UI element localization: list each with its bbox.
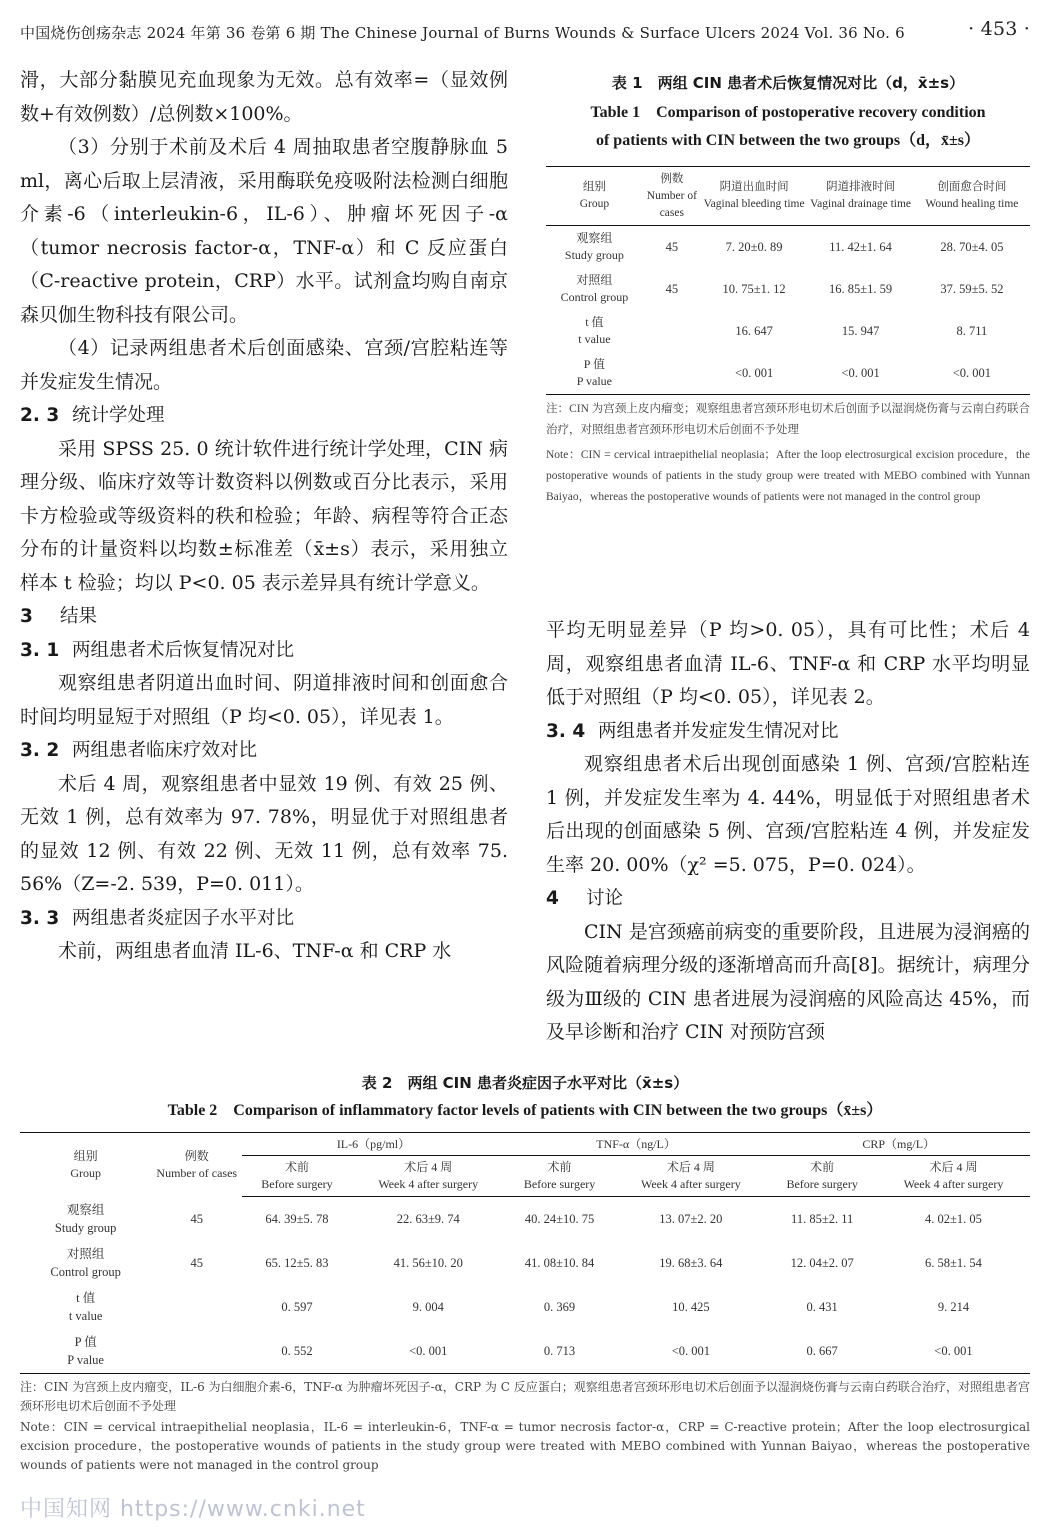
table-subheader: 术后 4 周 Week 4 after surgery xyxy=(352,1156,505,1197)
table-row: 观察组 Study group 45 7. 20±0. 89 11. 42±1. 64 28. 70±4. 05 xyxy=(564,231,1004,262)
table-1-grid xyxy=(546,166,1030,395)
paragraph: 滑，大部分黏膜见充血现象为无效。总有效率=（显效例数+有效例数）/总例数×100%。 xyxy=(20,69,508,125)
table-1-note-cn: 注：CIN 为宫颈上皮内瘤变；观察组患者宫颈环形电切术后创面予以湿润烧伤膏与云南白药联合治疗，对照组患者宫颈环形电切术后创面不予处理 xyxy=(546,403,1030,436)
left-column xyxy=(20,64,508,969)
table-row: t 值 t value 0. 597 9. 004 0. 369 10. 425 0. 431 9. 214 xyxy=(68,1291,970,1323)
table-subheader: 术前 Before surgery xyxy=(505,1156,615,1197)
table-subheader: 术前 Before surgery xyxy=(242,1156,352,1197)
table-2-caption-en: Table 2 Comparison of inflammatory factor levels of patients with CIN between the two groups（x̄±s） xyxy=(167,1102,883,1119)
table-row: 观察组 Study group 45 64. 39±5. 78 22. 63±9. 74 40. 24±10. 75 13. 07±2. 20 11. 85±2. 11 4. 02±1. 05 xyxy=(54,1202,982,1235)
paragraph: 观察组患者术后出现创面感染 1 例、宫颈/宫腔粘连 1 例，并发症发生率为 4. 44%，明显低于对照组患者术后出现的创面感染 5 例、宫颈/宫腔粘连 4 例，并发症发生率 20. 00%（χ² =5. 075，P=0. 024）。 xyxy=(546,753,1030,876)
table-1-caption-cn: 表 1 两组 CIN 患者术后恢复情况对比（d，x̄±s） xyxy=(611,74,965,92)
table-header: 创面愈合时间 Wound healing time xyxy=(914,167,1030,226)
table-subheader: 术前 Before surgery xyxy=(767,1156,877,1197)
table-header: 例数 Number of cases xyxy=(643,167,701,226)
table-row: P 值 P value <0. 001 <0. 001 <0. 001 xyxy=(576,357,992,388)
section-heading: 3 结果 xyxy=(20,606,98,627)
section-heading: 3. 2 两组患者临床疗效对比 xyxy=(20,740,258,761)
table-1-caption-en: Table 1 Comparison of postoperative recovery condition xyxy=(590,104,986,121)
table-header: 组别 Group xyxy=(70,1148,101,1180)
table-row: t 值 t value 16. 647 15. 947 8. 711 xyxy=(578,315,988,346)
table-header: IL-6（pg/ml） xyxy=(242,1133,505,1156)
table-2-grid xyxy=(20,1132,1030,1374)
paragraph: 术后 4 周，观察组患者中显效 19 例、有效 25 例、无效 1 例，总有效率为 97. 78%，明显优于对照组患者的显效 12 例、有效 22 例、无效 11 例，总有效率 75. 56%（Z=-2. 539，P=0. 011）。 xyxy=(20,772,508,895)
section-heading: 2. 3 统计学处理 xyxy=(20,405,165,426)
paragraph: 观察组患者阴道出血时间、阴道排液时间和创面愈合时间均明显短于对照组（P 均<0. 05），详见表 1。 xyxy=(20,672,508,728)
table-subheader: 术后 4 周 Week 4 after surgery xyxy=(877,1156,1030,1197)
page-number: · 453 · xyxy=(968,18,1030,40)
table-header: 阴道出血时间 Vaginal bleeding time xyxy=(701,167,807,226)
paragraph: 术前，两组患者血清 IL-6、TNF-α 和 CRP 水 xyxy=(58,940,452,962)
section-heading: 3. 1 两组患者术后恢复情况对比 xyxy=(20,639,295,661)
table-2-note-en: Note：CIN = cervical intraepithelial neoplasia，IL-6 = interleukin-6，TNF-α = tumor necrosis factor-α，CRP = C-reactive protein；After the loop electrosurgical excision procedure，the postoperative wounds of patients in the study group were treated with MEBO combined with Yunnan Baiyao，whereas the postoperative wounds of patients were not managed in the control group xyxy=(20,1420,1030,1472)
table-header: CRP（mg/L） xyxy=(767,1133,1030,1156)
section-heading: 3. 3 两组患者炎症因子水平对比 xyxy=(20,907,295,929)
section-heading: 4 讨论 xyxy=(546,888,624,909)
journal-header: 中国烧伤创疡杂志 2024 年第 36 卷第 6 期 The Chinese Journal of Burns Wounds & Surface Ulcers 2024 Vol. 36 No. 6 xyxy=(20,24,905,42)
paragraph: CIN 是宫颈癌前病变的重要阶段，且进展为浸润癌的风险随着病理分级的逐渐增高而升高[8]。据统计，病理分级为Ⅲ级的 CIN 患者进展为浸润癌的风险高达 45%，而及早诊断和治疗 CIN 对预防宫颈 xyxy=(546,920,1030,1043)
paragraph: 平均无明显差异（P 均>0. 05），具有可比性；术后 4 周，观察组患者血清 IL-6、TNF-α 和 CRP 水平均明显低于对照组（P 均<0. 05），详见表 2。 xyxy=(546,619,1030,708)
table-row: P 值 P value 0. 552 <0. 001 0. 713 <0. 001 0. 667 <0. 001 xyxy=(67,1335,973,1367)
table-1-note-en: Note：CIN = cervical intraepithelial neoplasia；After the loop electrosurgical excision procedure，the postoperative wounds of patients in the study group were treated with MEBO combined with Yunnan Baiyao，whereas the postoperative wounds of patients were not managed in the control group xyxy=(546,449,1030,503)
table-header: 组别 Group xyxy=(546,167,643,226)
section-heading: 3. 4 两组患者并发症发生情况对比 xyxy=(546,720,839,742)
table-header: 例数 Number of cases xyxy=(156,1148,238,1180)
table-subheader: 术后 4 周 Week 4 after surgery xyxy=(614,1156,767,1197)
paragraph: （4）记录两组患者术后创面感染、宫颈/宫腔粘连等并发症发生情况。 xyxy=(20,337,508,393)
table-1 xyxy=(546,70,1030,508)
table-2-note-cn: 注：CIN 为宫颈上皮内瘤变，IL-6 为白细胞介素-6，TNF-α 为肿瘤坏死因子-α，CRP 为 C 反应蛋白；观察组患者宫颈环形电切术后创面予以湿润烧伤膏与云南白药联合治疗，对照组患者宫颈环形电切术后创面不予处理 xyxy=(20,1380,1030,1413)
cnki-watermark: 中国知网 https://www.cnki.net xyxy=(20,1497,366,1522)
table-row: 对照组 Control group 45 65. 12±5. 83 41. 56±10. 20 41. 08±10. 84 19. 68±3. 64 12. 04±2. 07 6. 58±1. 54 xyxy=(50,1247,982,1279)
table-row: 对照组 Control group 45 10. 75±1. 12 16. 85±1. 59 37. 59±5. 52 xyxy=(560,273,1004,304)
running-header xyxy=(20,18,1030,46)
table-2 xyxy=(20,1072,1030,1475)
paragraph: 采用 SPSS 25. 0 统计软件进行统计学处理，CIN 病理分级、临床疗效等计数资料以例数或百分比表示，采用卡方检验或等级资料的秩和检验；年龄、病程等符合正态分布的计量资料以均数±标准差（x̄±s）表示，采用独立样本 t 检验；均以 P<0. 05 表示差异具有统计学意义。 xyxy=(20,437,508,594)
table-1-caption-en-2: of patients with CIN between the two groups（d，x̄±s） xyxy=(595,132,981,149)
right-column xyxy=(546,614,1030,1050)
table-header: TNF-α（ng/L） xyxy=(505,1133,768,1156)
table-2-caption-cn: 表 2 两组 CIN 患者炎症因子水平对比（x̄±s） xyxy=(361,1074,689,1092)
table-header: 阴道排液时间 Vaginal drainage time xyxy=(807,167,913,226)
paragraph: （3）分别于术前及术后 4 周抽取患者空腹静脉血 5 ml，离心后取上层清液，采用酶联免疫吸附法检测白细胞介素-6（interleukin-6，IL-6）、肿瘤坏死因子-α（tumor necrosis factor-α，TNF-α）和 C 反应蛋白（C-reactive protein，CRP）水平。试剂盒均购自南京森贝伽生物科技有限公司。 xyxy=(20,136,508,326)
